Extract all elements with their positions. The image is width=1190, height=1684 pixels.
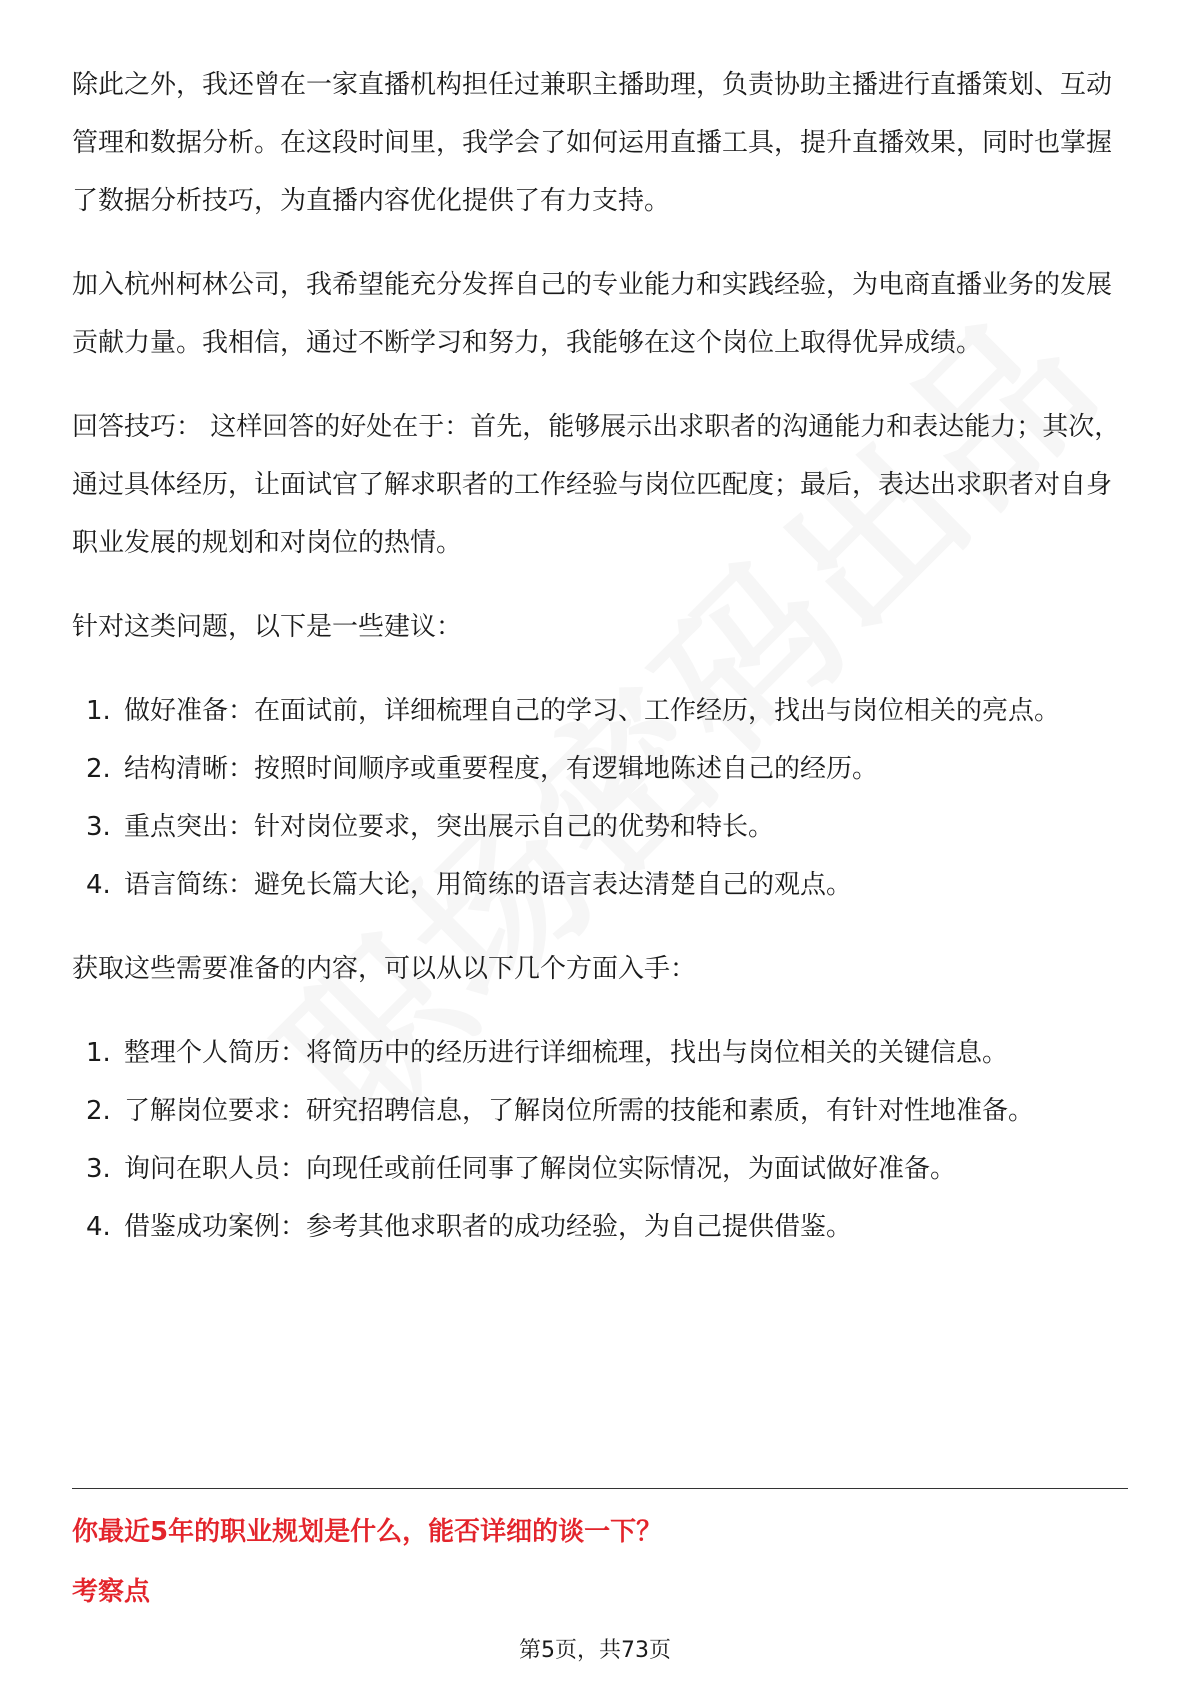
page-content: [72, 56, 1128, 1282]
page-number: 第5页，共73页: [519, 1638, 671, 1663]
section-divider: [72, 1488, 1128, 1489]
question-heading: 你最近5年的职业规划是什么，能否详细的谈一下？: [72, 1517, 663, 1547]
list-number: 1.: [86, 1038, 111, 1068]
list-item: [72, 1082, 1128, 1140]
list-item-text: 询问在职人员：向现任或前任同事了解岗位实际情况，为面试做好准备。: [124, 1154, 957, 1184]
paragraph-answer-tips: 回答技巧： 这样回答的好处在于：首先，能够展示出求职者的沟通能力和表达能力；其次，通过具体经历，让面试官了解求职者的工作经验与岗位匹配度；最后，表达出求职者对自身职业发展的规划和对岗位的热情。: [72, 412, 1121, 558]
list-number: 3.: [86, 1154, 111, 1184]
list-item-text: 整理个人简历：将简历中的经历进行详细梳理，找出与岗位相关的关键信息。: [124, 1038, 1009, 1068]
list-item-text: 语言简练：避免长篇大论，用简练的语言表达清楚自己的观点。: [124, 870, 853, 900]
paragraph-motivation: 加入杭州柯林公司，我希望能充分发挥自己的专业能力和实践经验，为电商直播业务的发展贡献力量。我相信，通过不断学习和努力，我能够在这个岗位上取得优异成绩。: [72, 270, 1113, 358]
paragraph-preparation-intro: 获取这些需要准备的内容，可以从以下几个方面入手：: [72, 954, 697, 984]
list-number: 2.: [86, 1096, 111, 1126]
list-item: [72, 1140, 1128, 1198]
list-number: 4.: [86, 870, 111, 900]
list-item: [72, 798, 1128, 856]
list-number: 4.: [86, 1212, 111, 1242]
suggestions-list: [72, 682, 1128, 914]
list-item-text: 了解岗位要求：研究招聘信息，了解岗位所需的技能和素质，有针对性地准备。: [124, 1096, 1035, 1126]
list-item: [72, 1024, 1128, 1082]
list-number: 2.: [86, 754, 111, 784]
list-number: 3.: [86, 812, 111, 842]
list-item-text: 结构清晰：按照时间顺序或重要程度，有逻辑地陈述自己的经历。: [124, 754, 879, 784]
list-item: [72, 682, 1128, 740]
paragraph-suggestions-intro: 针对这类问题，以下是一些建议：: [72, 612, 463, 642]
list-item: [72, 856, 1128, 914]
list-item: [72, 1198, 1128, 1256]
preparation-list: [72, 1024, 1128, 1256]
list-item-text: 借鉴成功案例：参考其他求职者的成功经验，为自己提供借鉴。: [124, 1212, 853, 1242]
list-item: [72, 740, 1128, 798]
list-item-text: 做好准备：在面试前，详细梳理自己的学习、工作经历，找出与岗位相关的亮点。: [124, 696, 1061, 726]
list-item-text: 重点突出：针对岗位要求，突出展示自己的优势和特长。: [124, 812, 775, 842]
section-label: 考察点: [72, 1577, 151, 1607]
list-number: 1.: [86, 696, 111, 726]
paragraph-experience: 除此之外，我还曾在一家直播机构担任过兼职主播助理，负责协助主播进行直播策划、互动管理和数据分析。在这段时间里，我学会了如何运用直播工具，提升直播效果，同时也掌握了数据分析技巧，为直播内容优化提供了有力支持。: [72, 70, 1113, 216]
